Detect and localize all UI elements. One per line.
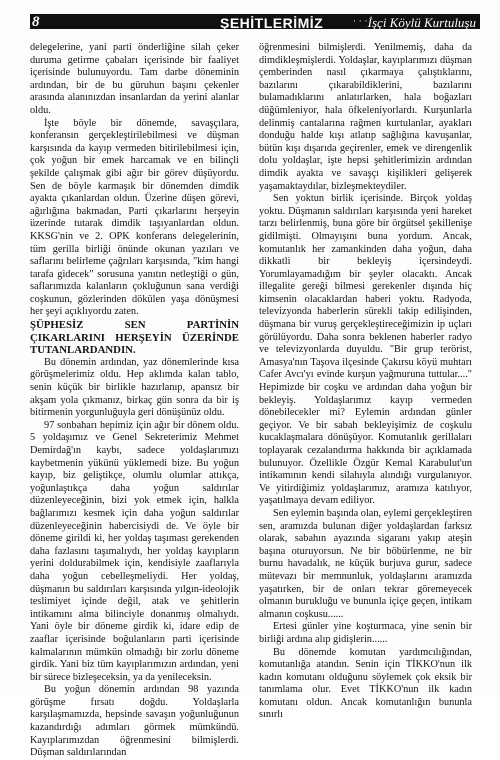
page-number: 8 <box>32 14 40 30</box>
article-paragraph: 97 sonbaharı hepimiz için ağır bir dönem oldu. 5 yoldaşımız ve Genel Sekreterimiz Mehmet Demirdağ'ın kaybı, sadece yoldaşlarımızı kaybetmenin yükünü yüklemedi bize. Bu yoğun kayıp, biz geliştikçe, olumlu olumlar attıkça, yoğunlaştıkça daha yoğun saldırılar düzenleyeceğinin, bizi yok etmek için, halkla bağlarımızı kesmek için daha yoğun saldırılar düzenleyeceğinin habercisiydi de. Ve öyle bir döneme girildi ki, her yoldaş taşıması gerekenden daha fazlasını taşımalıydı, her yoldaş kayıpların yerini doldurabilmek için, kendisiyle zaaflarıyla daha yoğun cebelleşmeliydi. Her yoldaş, düşmanın bu saldırıları karşısında yılgın-ideolojik teslimiyet içinde değil, atak ve şehitlerin intikamını alma bilinciyle donanmış olmalıydı. Yani öyle bir döneme girdik ki, idare edip de zaaflar içerisinde boğulanların parti içerisinde kalmalarının mümkün olmadığı bir zorlu döneme girdik. Yani biz tüm kayıplarımızın ardından, yeni bir sürece bizleşeceksin, ya da yenileceksin. <box>30 419 239 683</box>
publication-name: İşçi Köylü Kurtuluşu <box>367 15 476 30</box>
article-paragraph: Bu dönemde komutan yardımcılığından, komutanlığa atandın. Senin için TİKKO'nun ilk kadın komutanı olduğunu söylemek çok eksik bir tanımlama olur. Evet TİKKO'nun ilk kadın komutanı oldun. Ancak komutanlığın bununla sınırlı <box>259 646 472 721</box>
article-paragraph: Sen yoktun birlik içerisinde. Birçok yoldaş yoktu. Düşmanın saldırıları karşısında yeni hareket tarzı belirlenmiş, buna göre bir örgütsel şekillenişe gidilmişti. Olmayışını buna yordum. Ancak, komutanlık her zamankinden daha yoğun, daha dikkatli bir bekleyiş içersindeydi. Yorumlayamadığım bir şeyler olacaktı. Ancak illegalite gereği bilmesi gerekenler dışında hiç kimsenin olacaklardan haberi yoktu. Radyoda, televizyonda haberlerin sürekli takip edilişinden, düşmana bir vuruş gerçekleştireceğimizin ip uçları görülüyordu. Daha sonra beklenen haberler radyo ve televizyonlarda duyuldu. "Bir grup terörist, Amasya'nın Taşova ilçesinde Çakırsu köyü muhtarı Cafer Avcı'yı evinde kurşun yağmuruna tuttular...." Hepimizde bir coşku ve ardından daha yoğun bir bekleyiş. Yoldaşlarımız kayıp vermeden dönebilecekler mi? Eylemin ardından günler geçiyor. Ve bir sabah bekleyişimiz de coşkulu kucaklaşmalara dönüşüyor. Komutanlık gerillaları toplayarak cezalandırma hakkında bir açıklamada bulunuyor. Özellikle Özgür Kemal Karabulut'un intikamının kendi silahıyla alındığı vurgulanıyor. Ve yitirdiğimiz yoldaşlarımız, aramıza katılıyor, yaşatılmaya devam ediliyor. <box>259 193 472 507</box>
bold-heading-paragraph: ŞÜPHESİZ SEN PARTİNİN ÇIKARLARINI HERŞEYİN ÜZERİNDE TUTANLARDANDIN. <box>30 319 239 357</box>
article-paragraph: İşte böyle bir dönemde, savaşçılara, konferansın gerçekleştirilebilmesi ve düşman karşısında da kayıp vermeden bitirilebilmesi için, çok yoğun bir emek harcamak ve en bilinçli şekilde çalışmak gibi ağır bir görev düşüyordu. Sen de böyle karmaşık bir dönemden dimdik ayakta çıkanlardan oldun. Üzerine düşen görevi, ağırlığına bakmadan, Parti çıkarlarını herşeyin üzerinde tutarak dimdik taşıyanlardan oldun. KKSG'nin ve 2. OPK konferans delegelerinin, tüm gerilla birliği önünde okunan yazıları ve saflarını belirleme çağrıları karşısında, "kim hangi tarafa gidecek" sorusuna yanıtın netleştiği o gün, saflarımızda kalanların çokluğunun sana verdiği coşkunun, gözlerinden dökülen yaşa dönüşmesi her şeyi açıklıyordu zaten. <box>30 117 239 318</box>
article-paragraph: Ertesi günler yine koşturmaca, yine senin bir birliği ardına alıp gidişlerin...... <box>259 621 472 645</box>
article-paragraph: öğrenmesini bilmişlerdi. Yenilmemiş, daha da dimdikleşmişlerdi. Yoldaşlar, kayıplarımızı düşman çemberinden nasıl çıkarmaya çalıştıklarını, bazılarını çıkarabildiklerini, bazılarını bulamadıklarını anlatırlarken, hala boğazları düğümleniyor, hala öfkeleniyorlardı. Kurşunlarla delinmiş cantalarına rağmen kurtulanlar, ayakları donduğu halde kışı atlatıp sağlığına kavuşanlar, bütün kışı dışarıda geçirenler, emek ve direngenlik dolu yoldaşlar, işte hepsi şehitlerimizin ardından dimdik ayakta ve savaşçı kişilikleri gelişerek yaşamaktaydılar, bizleşmekteydiler. <box>259 42 472 192</box>
article-paragraph: Sen eylemin başında olan, eylemi gerçekleştiren sen, aramızda bulunan diğer yoldaşlardan farksız olarak, sabahın ayazında sigaranı yakıp ateşin başına oturuyorsun. Ne bir böbürlenme, ne bir burnu havadalık, ne küçük burjuva gurur, sadece mütevazı bir memnunluk, yoldaşlarını aramızda yaşatırken, bir de onları tekrar göremeyecek olmanın burukluğu ve bununla içiçe geçen, intikam almanın coşkusu...... <box>259 507 473 620</box>
right-column <box>259 42 472 722</box>
article-paragraph: Bu dönemin ardından, yaz dönemlerinde kısa görüşmelerimiz oldu. Hep aklımda kalan tablo, senin küçük bir birlikle hazırlanıp, apansız bir akşam yola çıkmanız, birkaç gün sonra da bir iş bitirmenin yorgunluğuyla geri dönüşünüz oldu. <box>30 356 239 419</box>
article-paragraph: delegelerine, yani parti önderliğine silah çeker duruma getirme çabaları içerisinde bir faaliyet içerisinde bulunuyordu. Tam darbe döneminin ardından, bir de bu güruhun başını çekenler arasında alanınızdan insanlardan da yerini alanlar oldu. <box>30 42 239 116</box>
left-column <box>30 42 239 760</box>
separator-dots: · · · <box>353 17 368 27</box>
article-paragraph: Bu yoğun dönemin ardından 98 yazında görüşme fırsatı doğdu. Yoldaşlarla karşılaşmamızda, hepsinde savaşın yoğunluğunun kazandırdığı adımları görmek mümkündü. Kayıplarımızdan öğrenmesini bilmişlerdi. Düşman saldırılarından <box>30 684 239 759</box>
header-bar <box>30 14 480 29</box>
page-header <box>30 12 480 34</box>
section-title: ŞEHİTLERİMİZ <box>220 15 324 31</box>
